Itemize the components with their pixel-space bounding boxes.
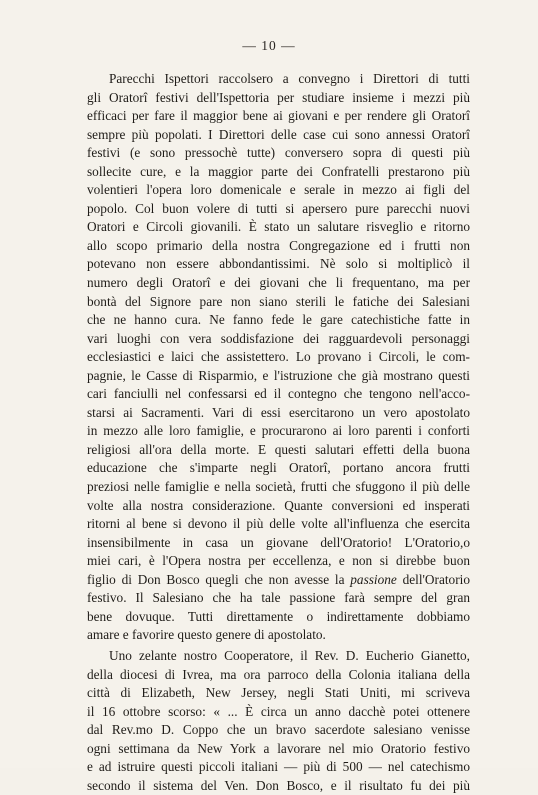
text-line: sollecite cure, e la maggior parte dei Confratelli prestarono più <box>87 163 470 179</box>
text-line: Parecchi Ispettori raccolsero a convegno i Direttori di tutti <box>109 71 470 86</box>
text-line: preziosi nelle famiglie e nella società, frutti che sfuggono il più delle <box>87 479 470 495</box>
text-line: potevano non essere abbondantissimi. Nè solo si moltiplicò il <box>87 256 470 272</box>
text-line: dal Rev.mo D. Coppo che un bravo sacerdote salesiano venisse <box>87 722 470 738</box>
text-line: il 16 ottobre scorso: « ... È circa un anno dacchè potei ottenere <box>87 703 470 719</box>
text-line: festivi (e sono pressochè tutte) conversero sopra di questi più <box>87 145 470 161</box>
text-line: starsi ai Sacramenti. Vari di essi esercitarono un vero apostolato <box>87 404 470 420</box>
page-number: — 10 — <box>242 38 296 53</box>
text-line: popolo. Col buon volere di tutti si apersero pure parecchi nuovi <box>87 200 470 216</box>
text-line: insensibilmente in casa un giovane dell'Oratorio! L'Oratorio,o <box>87 534 470 550</box>
text-line: secondo il sistema del Ven. Don Bosco, e il risultato fu dei più <box>87 777 470 793</box>
text-line: volentieri l'opera loro domenicale e serale in mezzo ai figli del <box>87 182 470 198</box>
text-line: volte alla nostra considerazione. Quante conversioni ed insperati <box>87 497 470 513</box>
text-line: religiosi all'ora della morte. E questi salutari effetti della buona <box>87 441 470 457</box>
text-line: allo scopo primario della nostra Congregazione ed i frutti non <box>87 237 470 253</box>
text-line: bontà del Signore pare non siano sterili le fatiche dei Salesiani <box>87 293 470 309</box>
text-line: in mezzo alle loro famiglie, e procurarono ai loro parenti i conforti <box>87 423 470 439</box>
text-line: festivo. Il Salesiano che ha tale passione farà sempre del gran <box>87 590 470 606</box>
text-line: vari luoghi con vera soddisfazione dei ragguardevoli personaggi <box>87 330 470 346</box>
body-text <box>87 70 470 795</box>
text-line: gli Oratorî festivi dell'Ispettoria per studiare insieme i mezzi più <box>87 89 470 105</box>
text-line: Uno zelante nostro Cooperatore, il Rev. D. Eucherio Gianetto, <box>109 647 470 663</box>
text-line: cari fanciulli nel confessarsi ed il contegno che tengono nell'acco- <box>87 386 470 402</box>
text-line: bene dovuque. Tutti direttamente o indirettamente dobbiamo <box>87 608 470 624</box>
text-line: della diocesi di Ivrea, ma ora parroco della Colonia italiana della <box>87 666 470 682</box>
text-line: numero degli Oratorî e dei giovani che li frequentano, ma per <box>87 275 470 291</box>
text-line: ecclesiastici e laici che assistettero. Lo provano i Circoli, le com- <box>87 349 470 365</box>
text-line: che ne hanno cura. Ne fanno fede le gare catechistiche fatte in <box>87 312 470 328</box>
text-line: pagnie, le Casse di Risparmio, e l'istruzione che già mostrano questi <box>87 367 470 383</box>
text-line: città di Elizabeth, New Jersey, negli Stati Uniti, mi scriveva <box>87 685 470 701</box>
text-line: Oratori e Circoli giovanili. È stato un salutare risveglio e ritorno <box>87 219 470 235</box>
text-run: figlio di Don Bosco quegli che non avesse la <box>87 571 351 587</box>
text-line: amare e favorire questo genere di apostolato. <box>87 627 326 643</box>
text-line: ogni settimana da New York a lavorare nel mio Oratorio festivo <box>87 740 470 756</box>
text-line: ritorni al bene si devono il più delle volte all'influenza che esercita <box>87 516 470 532</box>
text-line-with-italic <box>87 571 470 590</box>
text-line: sempre più popolati. I Direttori delle case cui sono annessi Oratorî <box>87 126 470 142</box>
text-run: dell'Oratorio <box>396 571 470 587</box>
text-line: e ad istruire questi piccoli italiani — più di 500 — nel catechismo <box>87 759 470 775</box>
text-line: miei cari, è l'Opera nostra per eccellenza, e non si direbbe buon <box>87 553 470 569</box>
text-line: educazione che s'imparte negli Oratorî, portano ancora frutti <box>87 460 470 476</box>
italic-word: passione <box>350 571 397 587</box>
text-line: efficaci per fare il maggior bene ai giovani e per rendere gli Oratorî <box>87 108 470 124</box>
